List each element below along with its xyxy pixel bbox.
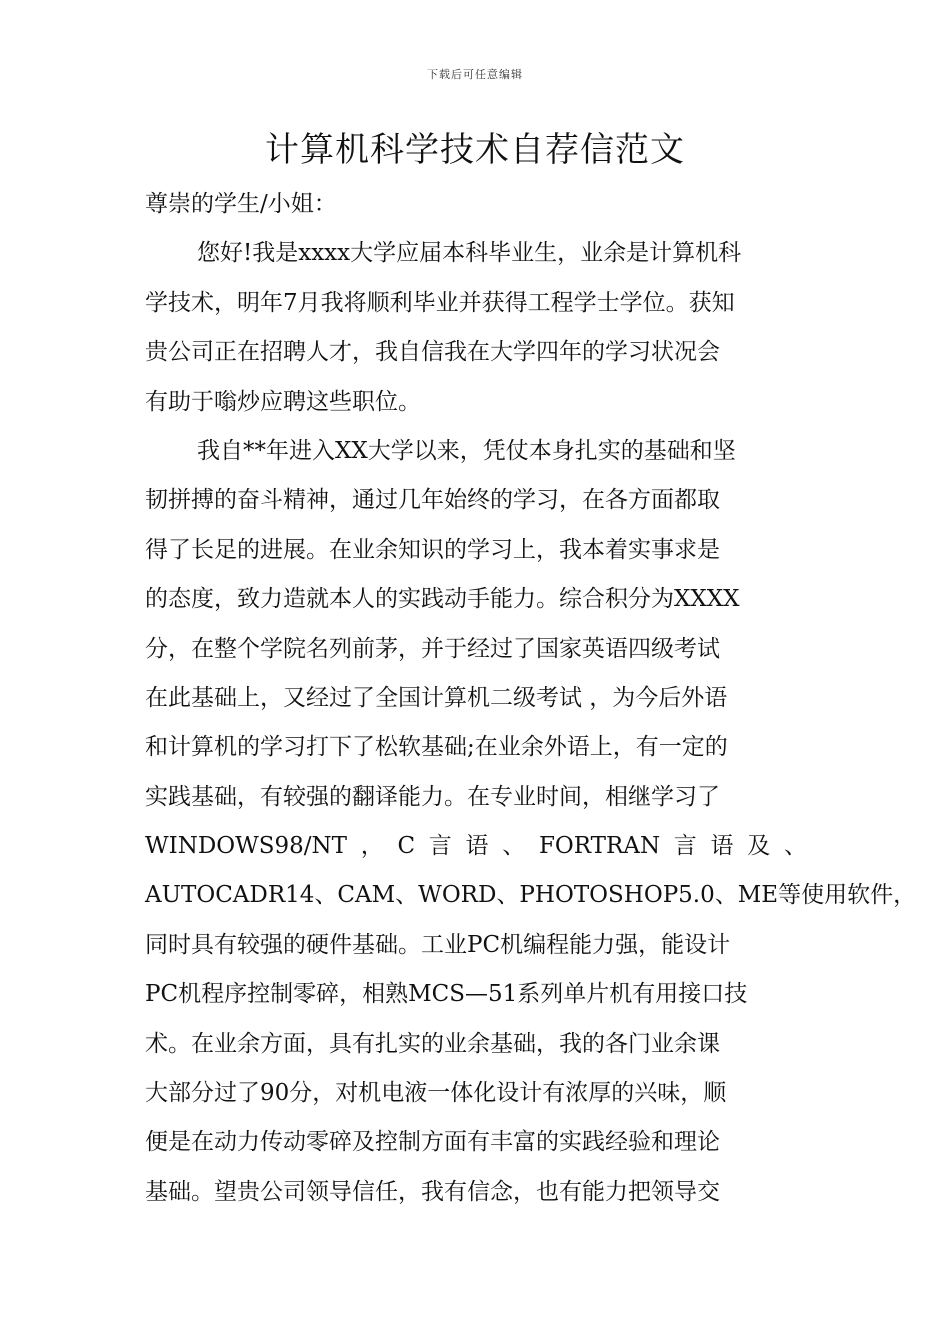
header-note: 下载后可任意编辑: [427, 68, 523, 81]
text-token: 及: [747, 833, 771, 860]
text-line: 的态度，致力造就本人的实践动手能力。综合积分为XXXX: [145, 586, 740, 613]
text-token: 、: [783, 833, 807, 860]
text-line: 分，在整个学院名列前茅，并于经过了国家英语四级考试: [145, 635, 720, 662]
text-line: 实践基础，有较强的翻译能力。在专业时间，相继学习了: [145, 783, 720, 810]
text-line: 在此基础上，又经过了全国计算机二级考试 ，为今后外语: [145, 684, 728, 711]
text-token: 语: [710, 833, 734, 860]
document-body: [145, 180, 917, 1217]
text-line: 便是在动力传动零碎及控制方面有丰富的实践经验和理论: [145, 1129, 720, 1156]
paragraph-2: [145, 427, 917, 1217]
text-line: 得了长足的进展。在业余知识的学习上，我本着实事求是: [145, 536, 720, 563]
text-line: 您好!我是xxxx大学应届本科毕业生，业余是计算机科: [197, 240, 742, 267]
paragraph-1: [145, 229, 807, 427]
text-line: 贵公司正在招聘人才，我自信我在大学四年的学习状况会: [145, 339, 720, 366]
text-line: 韧拼搏的奋斗精神，通过几年始终的学习，在各方面都取: [145, 487, 720, 514]
text-token: WINDOWS98/NT: [145, 833, 348, 860]
salutation: 尊崇的学生/小姐：: [145, 191, 337, 217]
text-line: 术。在业余方面，具有扎实的业余基础，我的各门业余课: [145, 1030, 720, 1057]
text-line: PC机程序控制零碎，相熟MCS—51系列单片机有用接口技: [145, 981, 748, 1008]
text-line: 我自**年进入XX大学以来，凭仗本身扎实的基础和坚: [197, 437, 736, 464]
text-line: AUTOCADR14、CAM、WORD、PHOTOSHOP5.0、ME等使用软件，: [145, 882, 917, 909]
text-line: 同时具有较强的硬件基础。工业PC机编程能力强，能设计: [145, 931, 731, 958]
text-line: 大部分过了90分，对机电液一体化设计有浓厚的兴味，顺: [145, 1080, 727, 1107]
text-line: 有助于嗡炒应聘这些职位。: [145, 388, 421, 415]
text-token: 言: [673, 833, 697, 860]
text-token: FORTRAN: [538, 833, 661, 860]
text-token: C: [397, 833, 416, 860]
text-token: ，: [360, 833, 384, 860]
justified-text-line: [145, 822, 807, 871]
text-token: 语: [465, 833, 489, 860]
text-line: 和计算机的学习打下了松软基础;在业余外语上，有一定的: [145, 734, 728, 761]
text-line: 学技术，明年7月我将顺利毕业并获得工程学士学位。获知: [145, 289, 735, 316]
document-title: 计算机科学技术自荐信范文: [265, 130, 685, 170]
text-token: 、: [502, 833, 526, 860]
text-token: 言: [428, 833, 452, 860]
text-line: 基础。望贵公司领导信任，我有信念，也有能力把领导交: [145, 1178, 720, 1205]
